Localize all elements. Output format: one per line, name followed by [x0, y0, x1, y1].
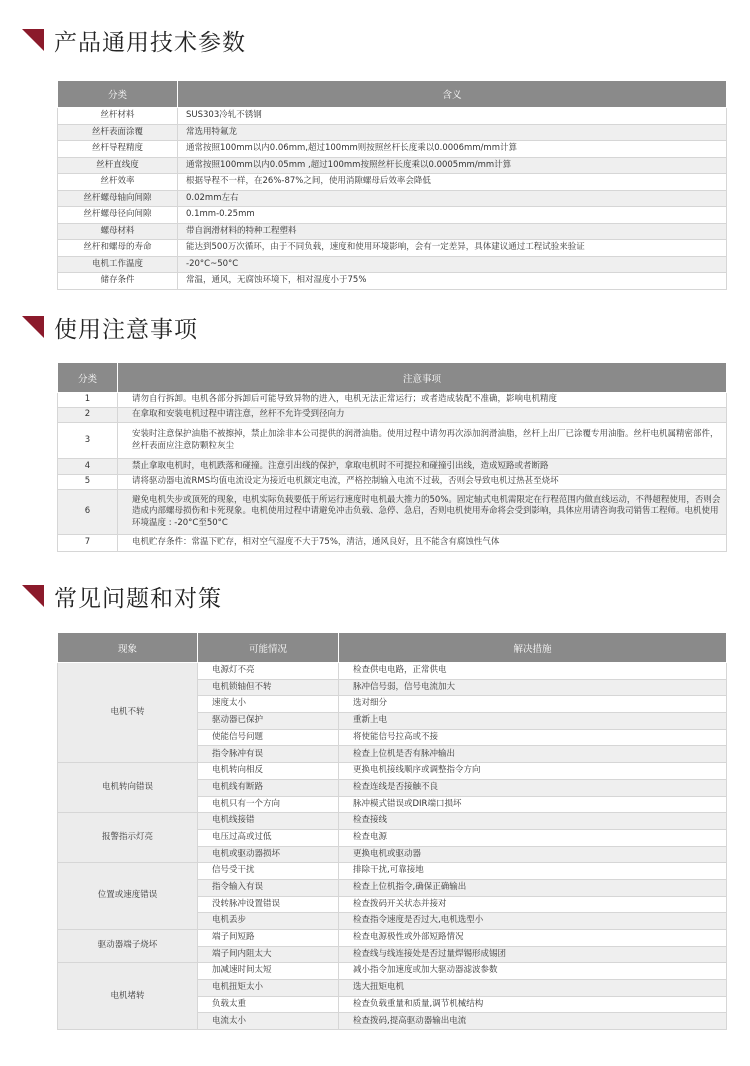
table-row	[58, 124, 727, 141]
table-row	[58, 408, 727, 423]
table-header: 含义	[178, 81, 727, 108]
possible-cause: 端子间内阻太大	[198, 946, 339, 963]
solution: 选对细分	[339, 696, 727, 713]
notes-table	[57, 362, 727, 552]
spec-category: 丝杆导程精度	[58, 141, 178, 158]
spec-meaning: 能达到500万次循环，由于不同负载，速度和使用环境影响，会有一定差异，具体建议通过工程试验来验证	[178, 240, 727, 257]
solution: 减小指令加速度或加大驱动器滤波参数	[339, 963, 727, 980]
table-row	[58, 535, 727, 552]
note-number: 7	[58, 535, 118, 552]
spec-category: 丝杆直线度	[58, 157, 178, 174]
spec-meaning: 根据导程不一样，在26%-87%之间，使用消隙螺母后效率会降低	[178, 174, 727, 191]
symptom-group: 位置或速度错误	[58, 863, 198, 930]
note-text: 在拿取和安装电机过程中请注意，丝杆不允许受到径向力	[118, 408, 727, 423]
spec-meaning: 带自润滑材料的特种工程塑料	[178, 223, 727, 240]
spec-category: 电机工作温度	[58, 256, 178, 273]
possible-cause: 指令脉冲有误	[198, 746, 339, 763]
note-number: 2	[58, 408, 118, 423]
table-row	[58, 108, 727, 125]
section-title-notes	[22, 309, 198, 345]
spec-meaning: 常温，通风，无腐蚀环境下，相对湿度小于75%	[178, 273, 727, 290]
table-row	[58, 273, 727, 290]
table-row	[58, 930, 727, 947]
note-text: 请将驱动器电流RMS均值电流设定为接近电机额定电流，严格控制输入电流不过载，否则会导致电机过热甚至烧坏	[118, 475, 727, 490]
table-row	[58, 963, 727, 980]
faq-table	[57, 632, 727, 1030]
solution: 检查接线	[339, 813, 727, 830]
spec-category: 螺母材料	[58, 223, 178, 240]
table-header: 分类	[58, 81, 178, 108]
title-triangle-icon	[22, 29, 44, 51]
possible-cause: 电机扭矩太小	[198, 980, 339, 997]
spec-meaning: -20°C~50°C	[178, 256, 727, 273]
possible-cause: 负载太重	[198, 996, 339, 1013]
note-number: 1	[58, 393, 118, 408]
spec-category: 丝杆和螺母的寿命	[58, 240, 178, 257]
solution: 检查供电电路，正常供电	[339, 663, 727, 680]
spec-category: 丝杆螺母径向间隙	[58, 207, 178, 224]
table-row	[58, 490, 727, 535]
note-number: 5	[58, 475, 118, 490]
spec-meaning: 通常按照100mm以内0.06mm,超过100mm则按照丝杆长度乘以0.0006mm/mm计算	[178, 141, 727, 158]
possible-cause: 电机锁轴但不转	[198, 679, 339, 696]
table-row	[58, 174, 727, 191]
section-title-text: 产品通用技术参数	[54, 29, 246, 56]
table-row	[58, 863, 727, 880]
table-row	[58, 190, 727, 207]
table-row	[58, 223, 727, 240]
solution: 检查上位机指令,确保正确输出	[339, 879, 727, 896]
table-row	[58, 813, 727, 830]
table-row	[58, 256, 727, 273]
solution: 检查负载重量和质量,调节机械结构	[339, 996, 727, 1013]
table-row	[58, 423, 727, 459]
table-row	[58, 763, 727, 780]
possible-cause: 加减速时间太短	[198, 963, 339, 980]
note-text: 避免电机失步或顶死的现象，电机实际负载要低于所运行速度时电机最大推力的50%。固定轴式电机需限定在行程范围内做直线运动，不得超程使用，否则会造成内部螺母损伤和卡死现象。电机使用过程中请避免冲击负载、急停、急启，否则电机使用寿命将会受到影响，具体应用请咨询我司销售工程师。电机使用环境温度 : -20°C至50°C	[118, 490, 727, 535]
solution: 检查电源极性或外部短路情况	[339, 930, 727, 947]
solution: 检查电源	[339, 829, 727, 846]
solution: 检查连线是否接触不良	[339, 779, 727, 796]
table-row	[58, 393, 727, 408]
spec-category: 丝杆材料	[58, 108, 178, 125]
solution: 排除干扰,可靠接地	[339, 863, 727, 880]
possible-cause: 电机丢步	[198, 913, 339, 930]
spec-meaning: 常选用特氟龙	[178, 124, 727, 141]
solution: 更换电机接线顺序或调整指令方向	[339, 763, 727, 780]
symptom-group: 报警指示灯亮	[58, 813, 198, 863]
note-number: 6	[58, 490, 118, 535]
table-row	[58, 240, 727, 257]
spec-meaning: SUS303冷轧不锈钢	[178, 108, 727, 125]
symptom-group: 电机转向错误	[58, 763, 198, 813]
symptom-group: 电机堵转	[58, 963, 198, 1030]
solution: 脉冲模式错误或DIR端口损坏	[339, 796, 727, 813]
solution: 选大扭矩电机	[339, 980, 727, 997]
possible-cause: 使能信号问题	[198, 729, 339, 746]
solution: 检查指令速度是否过大,电机选型小	[339, 913, 727, 930]
possible-cause: 指令输入有误	[198, 879, 339, 896]
section-title-specs	[22, 22, 246, 58]
possible-cause: 电流太小	[198, 1013, 339, 1030]
table-header: 分类	[58, 363, 118, 393]
symptom-group: 电机不转	[58, 663, 198, 763]
spec-category: 丝杆效率	[58, 174, 178, 191]
possible-cause: 电机或驱动器损坏	[198, 846, 339, 863]
note-text: 请勿自行拆卸。电机各部分拆卸后可能导致异物的进入，电机无法正常运行；或者造成装配不准确，影响电机精度	[118, 393, 727, 408]
solution: 检查拨码,提高驱动器输出电流	[339, 1013, 727, 1030]
section-title-text: 常见问题和对策	[54, 585, 222, 612]
title-triangle-icon	[22, 316, 44, 338]
spec-category: 丝杆螺母轴向间隙	[58, 190, 178, 207]
possible-cause: 电源灯不亮	[198, 663, 339, 680]
table-header: 现象	[58, 633, 198, 663]
possible-cause: 电机只有一个方向	[198, 796, 339, 813]
solution: 检查上位机是否有脉冲输出	[339, 746, 727, 763]
table-row	[58, 207, 727, 224]
table-header: 解决措施	[339, 633, 727, 663]
section-title-text: 使用注意事项	[54, 316, 198, 343]
spec-category: 丝杆表面涂覆	[58, 124, 178, 141]
table-header: 可能情况	[198, 633, 339, 663]
possible-cause: 速度太小	[198, 696, 339, 713]
possible-cause: 电机线接错	[198, 813, 339, 830]
possible-cause: 信号受干扰	[198, 863, 339, 880]
possible-cause: 端子间短路	[198, 930, 339, 947]
section-title-faq	[22, 578, 222, 614]
solution: 将使能信号拉高或不接	[339, 729, 727, 746]
possible-cause: 电机转向相反	[198, 763, 339, 780]
symptom-group: 驱动器端子烧坏	[58, 930, 198, 963]
note-number: 4	[58, 459, 118, 475]
spec-category: 储存条件	[58, 273, 178, 290]
table-row	[58, 475, 727, 490]
possible-cause: 电压过高或过低	[198, 829, 339, 846]
table-row	[58, 141, 727, 158]
table-row	[58, 157, 727, 174]
solution: 检查拨码开关状态并接对	[339, 896, 727, 913]
solution: 重新上电	[339, 713, 727, 730]
note-number: 3	[58, 423, 118, 459]
possible-cause: 没转脉冲设置错误	[198, 896, 339, 913]
title-triangle-icon	[22, 585, 44, 607]
spec-meaning: 0.1mm-0.25mm	[178, 207, 727, 224]
solution: 脉冲信号弱，信号电流加大	[339, 679, 727, 696]
table-header: 注意事项	[118, 363, 727, 393]
table-row	[58, 459, 727, 475]
note-text: 安装时注意保护油脂不被擦掉，禁止加涂非本公司提供的润滑油脂。使用过程中请勿再次添加润滑油脂，丝杆上出厂已涂覆专用油脂。丝杆电机属精密部件，丝杆表面应注意防颗粒灰尘	[118, 423, 727, 459]
possible-cause: 电机线有断路	[198, 779, 339, 796]
note-text: 禁止拿取电机时，电机跌落和碰撞。注意引出线的保护，拿取电机时不可提拉和碰撞引出线，造成短路或者断路	[118, 459, 727, 475]
solution: 更换电机或驱动器	[339, 846, 727, 863]
specs-table	[57, 80, 727, 290]
table-row	[58, 663, 727, 680]
solution: 检查线与线连接处是否过量焊锡形成锡团	[339, 946, 727, 963]
spec-meaning: 0.02mm左右	[178, 190, 727, 207]
spec-meaning: 通常按照100mm以内0.05mm ,超过100mm按照丝杆长度乘以0.0005mm/mm计算	[178, 157, 727, 174]
possible-cause: 驱动器已保护	[198, 713, 339, 730]
note-text: 电机贮存条件：常温下贮存，相对空气湿度不大于75%，清洁，通风良好，且不能含有腐蚀性气体	[118, 535, 727, 552]
